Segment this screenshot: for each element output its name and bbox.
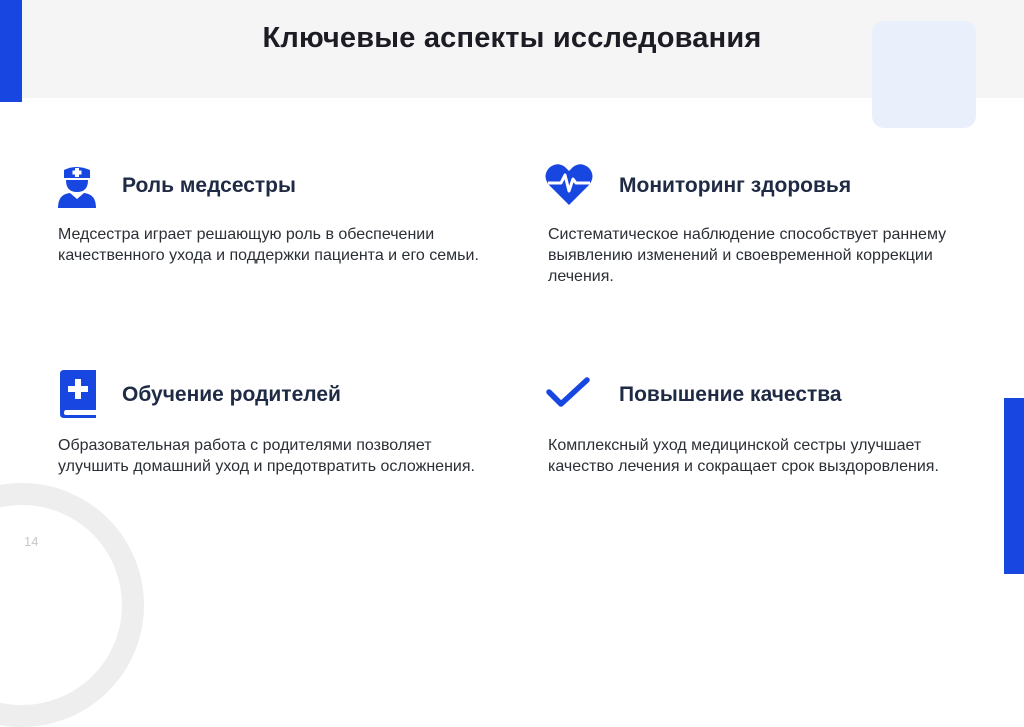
card-title-quality-improvement: Повышение качества (619, 383, 842, 406)
decorative-arc (0, 483, 144, 727)
card-title-nurse-role: Роль медсестры (122, 174, 296, 197)
nurse-icon (56, 162, 102, 208)
heartbeat-icon (544, 161, 590, 207)
medical-book-icon (56, 370, 102, 416)
right-accent-bar (1004, 398, 1024, 574)
slide-title: Ключевые аспекты исследования (262, 22, 762, 54)
card-title-health-monitoring: Мониторинг здоровья (619, 174, 852, 197)
card-text-parent-education: Образовательная работа с родителями позволяет улучшить домашний уход и предотвратить осложнения. (58, 437, 475, 475)
card-text-quality-improvement: Комплексный уход медицинской сестры улучшает качество лечения и сокращает срок выздоровления. (548, 437, 939, 475)
card-title-parent-education: Обучение родителей (122, 383, 341, 406)
card-text-nurse-role: Медсестра играет решающую роль в обеспечении качественного ухода и поддержки пациента и его семьи. (58, 226, 479, 264)
page-number: 14 (24, 534, 39, 549)
card-text-health-monitoring: Систематическое наблюдение способствует раннему выявлению изменений и своевременной коррекции лечения. (548, 226, 947, 285)
checkmark-icon (545, 376, 591, 422)
